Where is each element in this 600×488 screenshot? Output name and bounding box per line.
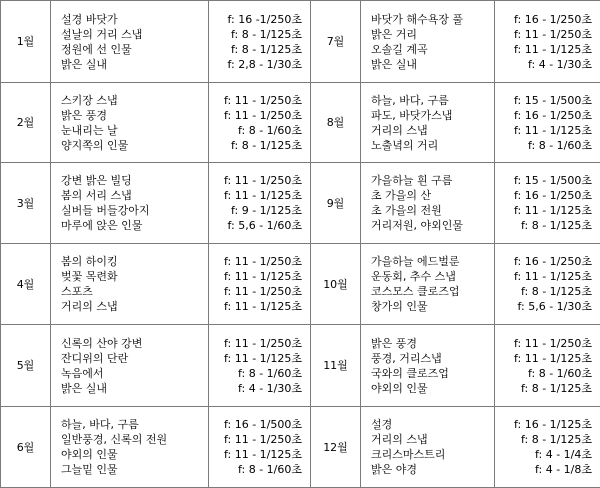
subject-item: 신록의 산야 강변 [61,336,208,351]
subject-item: 노출녘의 거리 [371,138,494,153]
subject-item: 밝은 실내 [61,57,208,72]
subject-item: 하늘, 바다, 구름 [61,417,208,432]
subject-item: 창가의 인물 [371,299,494,314]
exposure-value: f: 11 - 1/250초 [211,284,310,299]
exposure-value: f: 4 - 1/4초 [497,447,600,462]
exposure-value: f: 11 - 1/125초 [497,203,600,218]
month-label: 8월 [311,83,361,163]
exposure-value: f: 8 - 1/60초 [211,462,310,477]
exposure-settings [495,1,600,83]
subject-item: 거리의 스냅 [371,123,494,138]
subject-list [51,163,209,244]
subject-list [361,244,495,325]
subject-item: 녹음에서 [61,366,208,381]
exposure-value: f: 11 - 1/125초 [497,269,600,284]
subject-item: 마루에 앉은 인물 [61,218,208,233]
exposure-value: f: 2,8 - 1/30초 [211,57,310,72]
exposure-value: f: 16 - 1/250초 [497,108,600,123]
exposure-value: f: 8 - 1/125초 [497,284,600,299]
subject-item: 봄의 서리 스냅 [61,188,208,203]
subject-item: 거리의 스냅 [61,299,208,314]
exposure-value: f: 15 - 1/500초 [497,93,600,108]
exposure-value: f: 16 - 1/250초 [497,254,600,269]
subject-list [51,244,209,325]
subject-item: 스키장 스냅 [61,93,208,108]
exposure-settings [495,83,600,163]
subject-item: 밝은 풍경 [371,336,494,351]
subject-item: 정원에 선 인물 [61,42,208,57]
subject-list [51,407,209,488]
exposure-value: f: 9 - 1/125초 [211,203,310,218]
exposure-value: f: 8 - 1/125초 [211,27,310,42]
exposure-value: f: 8 - 1/60초 [211,366,310,381]
exposure-value: f: 11 - 1/250초 [497,27,600,42]
subject-item: 봄의 하이킹 [61,254,208,269]
month-label: 11월 [311,325,361,407]
month-row [1,325,600,407]
exposure-value: f: 8 - 1/125초 [497,218,600,233]
subject-list [51,325,209,407]
exposure-value: f: 4 - 1/30초 [497,57,600,72]
exposure-value: f: 16 - 1/250초 [497,188,600,203]
month-row [1,244,600,325]
subject-item: 설경 바닷가 [61,12,208,27]
exposure-value: f: 11 - 1/125초 [211,299,310,314]
exposure-settings [495,244,600,325]
month-label: 9월 [311,163,361,244]
subject-list [361,325,495,407]
subject-item: 밝은 실내 [61,381,208,396]
subject-list [361,83,495,163]
subject-list [51,1,209,83]
subject-list [361,407,495,488]
exposure-value: f: 11 - 1/125초 [211,188,310,203]
subject-item: 일반풍경, 신록의 전원 [61,432,208,447]
exposure-value: f: 11 - 1/250초 [211,173,310,188]
exposure-value: f: 11 - 1/125초 [211,351,310,366]
month-label: 10월 [311,244,361,325]
subject-item: 운동회, 추수 스냅 [371,269,494,284]
exposure-settings [495,325,600,407]
subject-item: 밝은 실내 [371,57,494,72]
exposure-value: f: 16 - 1/250초 [497,12,600,27]
month-label: 3월 [1,163,51,244]
month-row [1,163,600,244]
exposure-value: f: 8 - 1/125초 [211,138,310,153]
subject-item: 강변 밝은 빌딩 [61,173,208,188]
exposure-value: f: 8 - 1/60초 [497,366,600,381]
month-label: 5월 [1,325,51,407]
subject-item: 실버들 버들강아지 [61,203,208,218]
exposure-value: f: 16 - 1/500초 [211,417,310,432]
subject-item: 밝은 풍경 [61,108,208,123]
exposure-value: f: 11 - 1/125초 [497,123,600,138]
exposure-value: f: 11 - 1/250초 [211,336,310,351]
exposure-settings [209,83,311,163]
exposure-value: f: 11 - 1/125초 [211,447,310,462]
exposure-value: f: 5,6 - 1/60초 [211,218,310,233]
exposure-settings [495,407,600,488]
exposure-value: f: 11 - 1/250초 [211,254,310,269]
subject-item: 설날의 거리 스냅 [61,27,208,42]
exposure-value: f: 11 - 1/250초 [497,336,600,351]
exposure-value: f: 8 - 1/125초 [211,42,310,57]
subject-list [361,1,495,83]
subject-item: 스포츠 [61,284,208,299]
exposure-settings [209,325,311,407]
exposure-settings [209,407,311,488]
subject-item: 그늘밑 인물 [61,462,208,477]
subject-item: 설경 [371,417,494,432]
month-label: 12월 [311,407,361,488]
exposure-value: f: 15 - 1/500초 [497,173,600,188]
subject-item: 하늘, 바다, 구름 [371,93,494,108]
subject-item: 잔디위의 단란 [61,351,208,366]
exposure-value: f: 16 - 1/125초 [497,417,600,432]
exposure-value: f: 4 - 1/8초 [497,462,600,477]
subject-item: 가을하늘 흰 구름 [371,173,494,188]
subject-item: 벚꽃 목련화 [61,269,208,284]
subject-item: 국와의 클로즈업 [371,366,494,381]
subject-item: 초 가을의 전원 [371,203,494,218]
exposure-value: f: 8 - 1/125초 [497,432,600,447]
exposure-settings [209,163,311,244]
month-row [1,1,600,83]
subject-list [361,163,495,244]
month-label: 7월 [311,1,361,83]
exposure-value: f: 8 - 1/60초 [211,123,310,138]
exposure-value: f: 11 - 1/250초 [211,432,310,447]
exposure-value: f: 11 - 1/125초 [497,351,600,366]
subject-list [51,83,209,163]
exposure-value: f: 11 - 1/250초 [211,108,310,123]
subject-item: 가을하늘 에드벌룬 [371,254,494,269]
exposure-value: f: 5,6 - 1/30초 [497,299,600,314]
exposure-value: f: 11 - 1/125초 [497,42,600,57]
subject-item: 풍경, 거리스냅 [371,351,494,366]
subject-item: 눈내리는 날 [61,123,208,138]
month-row [1,83,600,163]
exposure-settings [495,163,600,244]
exposure-value: f: 8 - 1/60초 [497,138,600,153]
subject-item: 밝은 거리 [371,27,494,42]
subject-item: 거리의 스냅 [371,432,494,447]
subject-item: 양지쪽의 인물 [61,138,208,153]
month-label: 1월 [1,1,51,83]
subject-item: 밝은 야경 [371,462,494,477]
subject-item: 야외의 인물 [61,447,208,462]
subject-item: 바닷가 해수욕장 풀 [371,12,494,27]
subject-item: 야외의 인물 [371,381,494,396]
exposure-value: f: 11 - 1/125초 [211,269,310,284]
month-label: 4월 [1,244,51,325]
month-row [1,407,600,488]
exposure-value: f: 8 - 1/125초 [497,381,600,396]
exposure-settings [209,1,311,83]
exposure-guide-body [1,1,600,488]
exposure-value: f: 11 - 1/250초 [211,93,310,108]
subject-item: 초 가을의 산 [371,188,494,203]
exposure-settings [209,244,311,325]
subject-item: 크리스마스트리 [371,447,494,462]
month-label: 2월 [1,83,51,163]
subject-item: 오솔길 계곡 [371,42,494,57]
subject-item: 파도, 바닷가스냅 [371,108,494,123]
exposure-value: f: 4 - 1/30초 [211,381,310,396]
exposure-value: f: 16 -1/250초 [211,12,310,27]
subject-item: 거리저원, 야외인물 [371,218,494,233]
month-label: 6월 [1,407,51,488]
subject-item: 코스모스 클로즈업 [371,284,494,299]
